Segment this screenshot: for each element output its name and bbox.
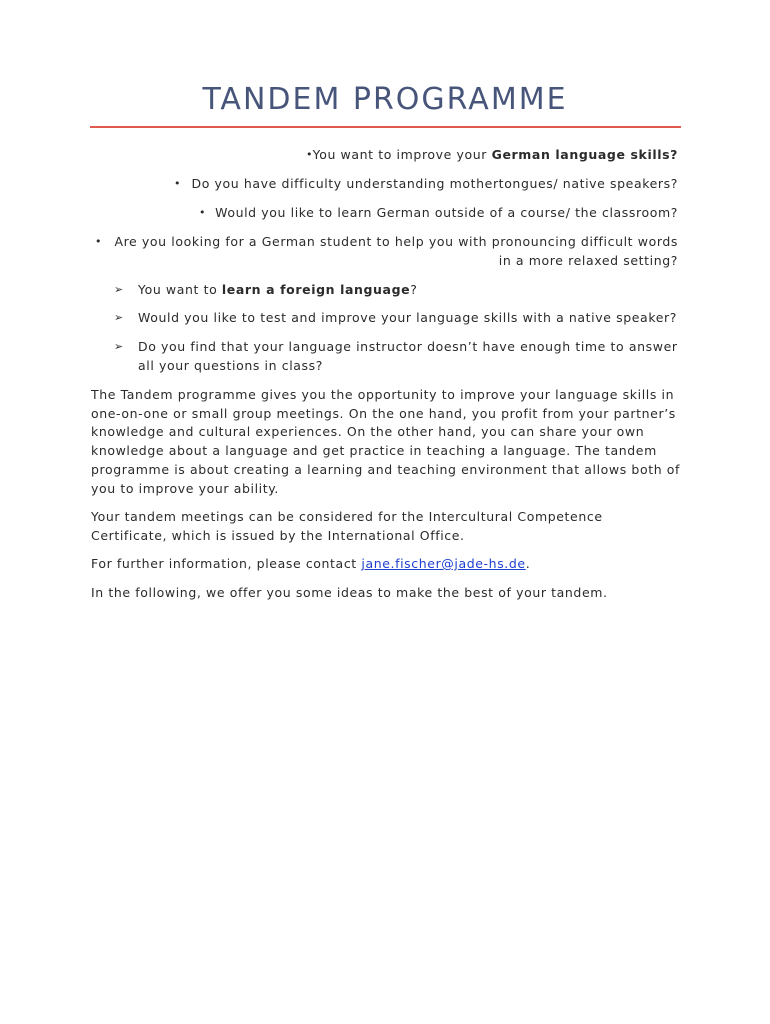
bullet-icon: • <box>199 206 206 219</box>
bullet-item-3: Would you like to learn German outside of a course/ the classroom? <box>215 205 678 220</box>
paragraph-line: one-on-one or small group meetings. On the one hand, you profit from your partner’s <box>91 405 676 421</box>
paragraph-line: knowledge and cultural experiences. On the other hand, you can share your own <box>91 424 645 440</box>
certificate-paragraph <box>91 508 691 545</box>
bullet-item-1 <box>313 146 678 165</box>
arrow-bullet-icon: ➢ <box>114 311 124 324</box>
paragraph-line: you to improve your ability. <box>91 480 280 496</box>
bullet-icon: • <box>306 148 313 161</box>
bullet-item-4-line-1: Are you looking for a German student to help you with pronouncing difficult words <box>114 234 678 249</box>
contact-end: . <box>525 556 531 571</box>
contact-paragraph <box>91 555 691 574</box>
arrow-item-2: Would you like to test and improve your language skills with a native speaker? <box>138 310 677 325</box>
paragraph-line: Your tandem meetings can be considered for the Intercultural Competence <box>91 509 603 524</box>
arrow-1-bold: learn a foreign language <box>221 282 411 297</box>
arrow-item-3-line-2: all your questions in class? <box>138 358 323 373</box>
bullet-1-text: You want to improve your <box>312 147 492 162</box>
arrow-1-text: You want to <box>138 282 222 297</box>
paragraph-line: Certificate, which is issued by the International Office. <box>91 527 465 543</box>
arrow-bullet-icon: ➢ <box>114 283 124 296</box>
arrow-item-3-line-1: Do you find that your language instructor doesn’t have enough time to answer <box>138 339 678 354</box>
arrow-bullet-icon: ➢ <box>114 340 124 353</box>
title-underline <box>90 126 681 128</box>
contact-email-link[interactable]: jane.fischer@jade-hs.de <box>361 556 526 571</box>
bullet-icon: • <box>95 235 102 248</box>
intro-paragraph <box>91 386 691 498</box>
bullet-item-4-line-2: in a more relaxed setting? <box>498 253 678 268</box>
arrow-item-1 <box>138 281 417 300</box>
page-title: TANDEM PROGRAMME <box>202 82 568 117</box>
arrow-1-end: ? <box>410 282 418 297</box>
bullet-item-2: Do you have difficulty understanding mothertongues/ native speakers? <box>191 176 678 191</box>
paragraph-line: The Tandem programme gives you the opportunity to improve your language skills in <box>91 387 675 402</box>
paragraph-line: knowledge about a language and get practice in teaching a language. The tandem <box>91 443 657 459</box>
contact-text: For further information, please contact <box>91 556 362 571</box>
paragraph-line: programme is about creating a learning and teaching environment that allows both of <box>91 461 681 477</box>
bullet-icon: • <box>174 177 181 190</box>
bullet-1-bold: German language skills? <box>491 147 678 162</box>
closing-paragraph: In the following, we offer you some ideas to make the best of your tandem. <box>91 585 608 600</box>
